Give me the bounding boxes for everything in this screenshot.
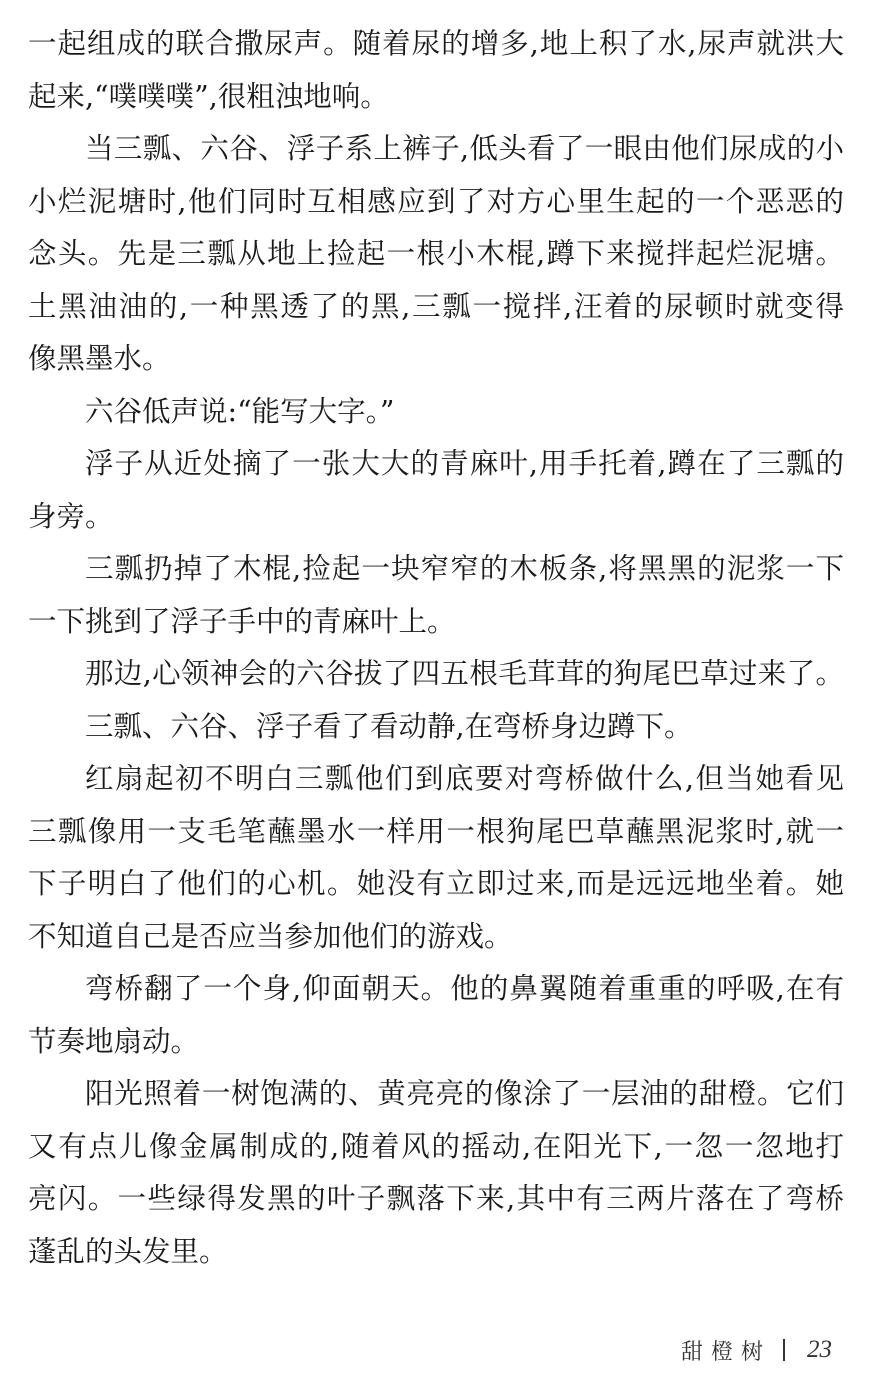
text-line: 身旁。 — [28, 499, 114, 533]
text-line: 一起组成的联合撒尿声。随着尿的增多,地上积了水,尿声就洪大 — [28, 27, 844, 60]
text-line: 蓬乱的头发里。 — [28, 1234, 228, 1268]
text-line: 土黑油油的,一种黑透了的黑,三瓢一搅拌,汪着的尿顿时就变得 — [28, 289, 844, 323]
text-line: 六谷低声说:“能写大字。” — [85, 394, 395, 428]
text-line: 三瓢扔掉了木棍,捡起一块窄窄的木板条,将黑黑的泥浆一下 — [85, 552, 844, 585]
text-line: 那边,心领神会的六谷拔了四五根毛茸茸的狗尾巴草过来了。 — [85, 657, 844, 690]
text-line: 弯桥翻了一个身,仰面朝天。他的鼻翼随着重重的呼吸,在有 — [85, 972, 844, 1005]
text-line: 小烂泥塘时,他们同时互相感应到了对方心里生起的一个恶恶的 — [28, 184, 844, 218]
text-line: 像黑墨水。 — [28, 342, 171, 375]
text-line: 当三瓢、六谷、浮子系上裤子,低头看了一眼由他们尿成的小 — [85, 132, 844, 165]
text-line: 浮子从近处摘了一张大大的青麻叶,用手托着,蹲在了三瓢的 — [85, 447, 844, 480]
page-number: 23 — [807, 1336, 832, 1363]
body-text — [28, 18, 844, 1278]
text-line: 起来,“噗噗噗”,很粗浊地响。 — [28, 79, 389, 113]
text-line: 三瓢像用一支毛笔蘸墨水一样用一根狗尾巴草蘸黑泥浆时,就一 — [28, 814, 844, 848]
text-line: 又有点儿像金属制成的,随着风的摇动,在阳光下,一忽一忽地打 — [28, 1129, 844, 1163]
text-line: 不知道自己是否应当参加他们的游戏。 — [28, 919, 513, 953]
footer-divider — [783, 1339, 785, 1361]
text-line: 一下挑到了浮子手中的青麻叶上。 — [28, 604, 456, 638]
text-line: 红扇起初不明白三瓢他们到底要对弯桥做什么,但当她看见 — [85, 762, 844, 795]
text-line: 亮闪。一些绿得发黑的叶子飘落下来,其中有三两片落在了弯桥 — [28, 1182, 844, 1215]
text-line: 三瓢、六谷、浮子看了看动静,在弯桥身边蹲下。 — [85, 709, 693, 743]
text-line: 下子明白了他们的心机。她没有立即过来,而是远远地坐着。她 — [28, 867, 844, 900]
text-line: 节奏地扇动。 — [28, 1024, 200, 1058]
text-line: 阳光照着一树饱满的、黄亮亮的像涂了一层油的甜橙。它们 — [85, 1077, 844, 1110]
page-footer — [681, 1330, 832, 1370]
text-line: 念头。先是三瓢从地上捡起一根小木棍,蹲下来搅拌起烂泥塘。 — [28, 237, 844, 270]
running-title: 甜橙树 — [680, 1339, 771, 1365]
